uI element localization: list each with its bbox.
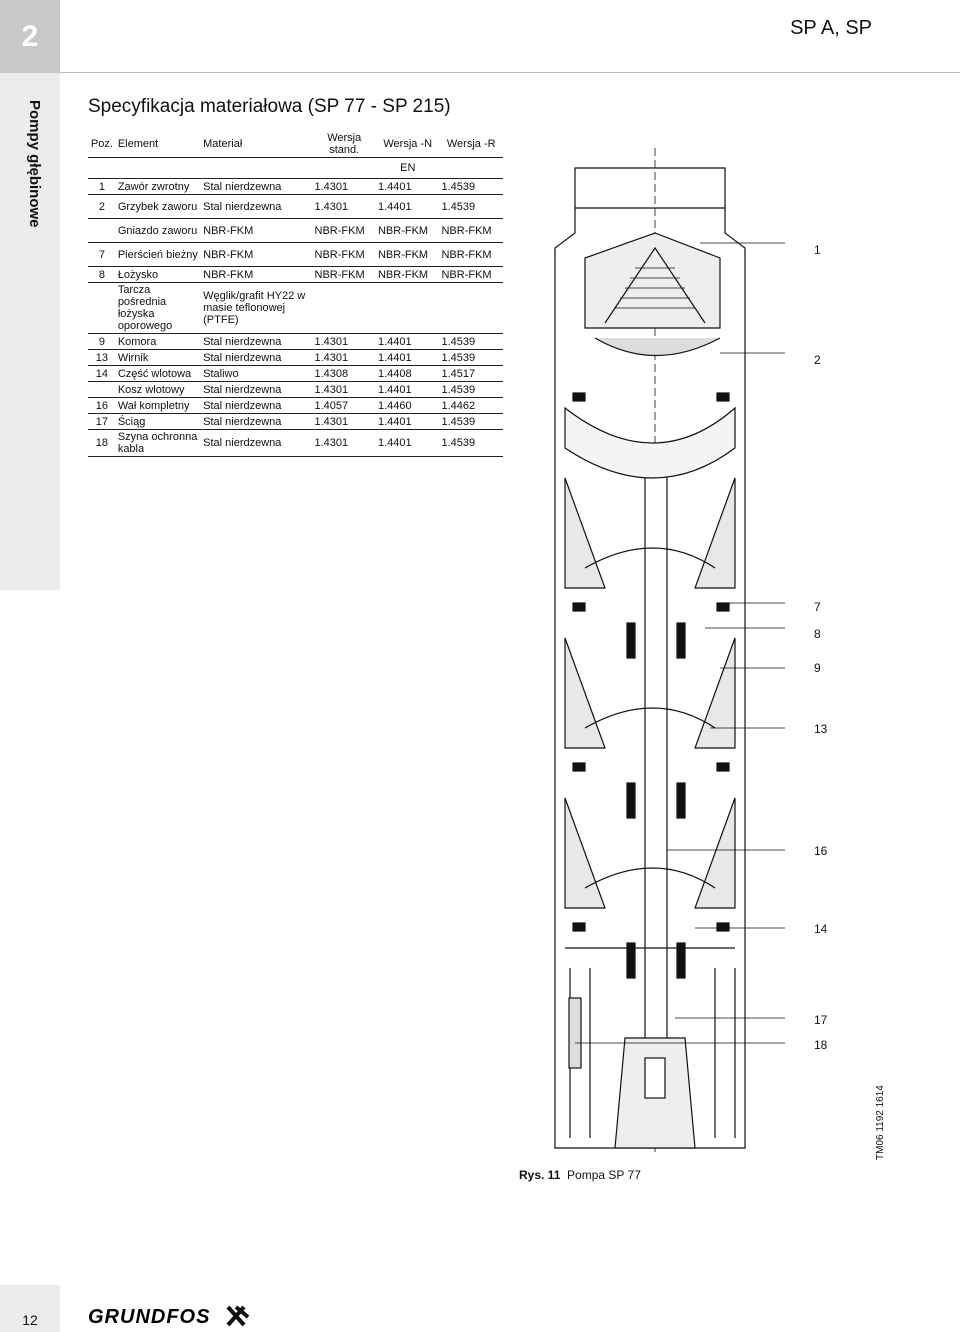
cell-material: Stal nierdzewna (201, 195, 312, 219)
header-divider (60, 72, 960, 73)
cell-standard (313, 283, 376, 334)
figure-caption (519, 1168, 641, 1182)
cell-pos (88, 219, 116, 243)
cell-element: Wirnik (116, 350, 201, 366)
callout-18: 18 (814, 1038, 828, 1052)
cell-r: 1.4539 (439, 430, 503, 457)
cell-element: Łożysko (116, 267, 201, 283)
cell-n: 1.4401 (376, 195, 439, 219)
callout-7: 7 (814, 600, 821, 614)
cell-n: 1.4401 (376, 382, 439, 398)
col-header-pos: Poz. (88, 131, 116, 158)
cell-pos (88, 283, 116, 334)
cell-pos (88, 382, 116, 398)
cell-pos: 2 (88, 195, 116, 219)
table-row (88, 414, 503, 430)
cell-n: 1.4401 (376, 350, 439, 366)
cell-n: 1.4401 (376, 414, 439, 430)
cell-material: Stal nierdzewna (201, 350, 312, 366)
cell-standard: 1.4057 (313, 398, 376, 414)
page-number: 12 (22, 1312, 38, 1328)
cell-n: NBR-FKM (376, 243, 439, 267)
table-en-row (88, 158, 503, 179)
cell-r: 1.4539 (439, 195, 503, 219)
col-header-element: Element (116, 131, 201, 158)
cell-element: Zawór zwrotny (116, 179, 201, 195)
cell-pos: 18 (88, 430, 116, 457)
cell-r: 1.4517 (439, 366, 503, 382)
side-tab (0, 73, 60, 590)
table-row (88, 382, 503, 398)
cell-element: Tarcza pośrednia łożyska oporowego (116, 283, 201, 334)
material-table (88, 131, 503, 457)
callout-1: 1 (814, 243, 821, 257)
cell-pos: 9 (88, 334, 116, 350)
cell-element: Ściąg (116, 414, 201, 430)
cell-element: Kosz wlotowy (116, 382, 201, 398)
cell-pos: 8 (88, 267, 116, 283)
pump-drawing (545, 148, 785, 1158)
cell-standard: 1.4301 (313, 179, 376, 195)
cell-material: Stal nierdzewna (201, 382, 312, 398)
cell-r: 1.4539 (439, 414, 503, 430)
cell-material: NBR-FKM (201, 267, 312, 283)
cell-material: Stal nierdzewna (201, 398, 312, 414)
cell-r: 1.4539 (439, 179, 503, 195)
cell-r: 1.4462 (439, 398, 503, 414)
cell-material: NBR-FKM (201, 243, 312, 267)
drawing-code: TM06 1192 1614 (875, 1085, 886, 1160)
cell-n: NBR-FKM (376, 219, 439, 243)
callout-8: 8 (814, 627, 821, 641)
table-row (88, 195, 503, 219)
cell-material: NBR-FKM (201, 219, 312, 243)
logo-text: GRUNDFOS (88, 1306, 211, 1327)
callout-13: 13 (814, 722, 828, 736)
cell-standard: 1.4308 (313, 366, 376, 382)
cell-pos: 1 (88, 179, 116, 195)
figure-label: Rys. 11 (519, 1168, 561, 1182)
cell-standard: 1.4301 (313, 350, 376, 366)
cell-element: Wał kompletny (116, 398, 201, 414)
page-header-title: SP A, SP (790, 17, 872, 39)
cell-r: NBR-FKM (439, 243, 503, 267)
cell-r: NBR-FKM (439, 219, 503, 243)
cell-material: Stal nierdzewna (201, 179, 312, 195)
callout-14: 14 (814, 922, 828, 936)
cell-material: Stal nierdzewna (201, 334, 312, 350)
cell-standard: NBR-FKM (313, 267, 376, 283)
figure-caption-text: Pompa SP 77 (567, 1168, 641, 1182)
table-row (88, 283, 503, 334)
chapter-number-box (0, 0, 60, 73)
section-title: Specyfikacja materiałowa (SP 77 - SP 215) (88, 96, 451, 117)
callout-17: 17 (814, 1013, 828, 1027)
cell-n: 1.4401 (376, 430, 439, 457)
cell-r: NBR-FKM (439, 267, 503, 283)
table-row (88, 243, 503, 267)
cell-standard: 1.4301 (313, 430, 376, 457)
table-row (88, 430, 503, 457)
cell-r (439, 283, 503, 334)
cell-n: NBR-FKM (376, 267, 439, 283)
cell-n: 1.4401 (376, 179, 439, 195)
callout-9: 9 (814, 661, 821, 675)
col-header-n: Wersja -N (376, 131, 439, 158)
cell-pos: 7 (88, 243, 116, 267)
en-label: EN (313, 158, 504, 179)
callout-16: 16 (814, 844, 828, 858)
cell-element: Pierścień bieżny (116, 243, 201, 267)
chapter-number: 2 (21, 19, 39, 53)
cell-standard: NBR-FKM (313, 243, 376, 267)
cell-n (376, 283, 439, 334)
grundfos-logo (88, 1303, 268, 1327)
cell-material: Stal nierdzewna (201, 414, 312, 430)
table-row (88, 267, 503, 283)
cell-pos: 16 (88, 398, 116, 414)
cell-element: Szyna ochronna kabla (116, 430, 201, 457)
col-header-material: Materiał (201, 131, 312, 158)
cell-material: Staliwo (201, 366, 312, 382)
cell-element: Komora (116, 334, 201, 350)
cell-element: Grzybek zaworu (116, 195, 201, 219)
callout-2: 2 (814, 353, 821, 367)
cell-standard: 1.4301 (313, 382, 376, 398)
table-row (88, 350, 503, 366)
cell-standard: 1.4301 (313, 334, 376, 350)
cell-pos: 13 (88, 350, 116, 366)
cell-element: Część wlotowa (116, 366, 201, 382)
table-header-row (88, 131, 503, 158)
cell-standard: NBR-FKM (313, 219, 376, 243)
table-row (88, 334, 503, 350)
cell-element: Gniazdo zaworu (116, 219, 201, 243)
cell-standard: 1.4301 (313, 195, 376, 219)
cell-r: 1.4539 (439, 350, 503, 366)
cell-r: 1.4539 (439, 334, 503, 350)
cell-material: Węglik/grafit HY22 w masie teflonowej (PTFE) (201, 283, 312, 334)
col-header-standard: Wersja stand. (313, 131, 376, 158)
cell-n: 1.4460 (376, 398, 439, 414)
cell-material: Stal nierdzewna (201, 430, 312, 457)
cell-standard: 1.4301 (313, 414, 376, 430)
table-row (88, 366, 503, 382)
table-row (88, 398, 503, 414)
cell-n: 1.4408 (376, 366, 439, 382)
cell-r: 1.4539 (439, 382, 503, 398)
col-header-r: Wersja -R (439, 131, 503, 158)
table-row (88, 179, 503, 195)
cell-n: 1.4401 (376, 334, 439, 350)
cell-pos: 14 (88, 366, 116, 382)
cell-pos: 17 (88, 414, 116, 430)
table-row (88, 219, 503, 243)
side-tab-label: Pompy głębinowe (26, 100, 43, 228)
